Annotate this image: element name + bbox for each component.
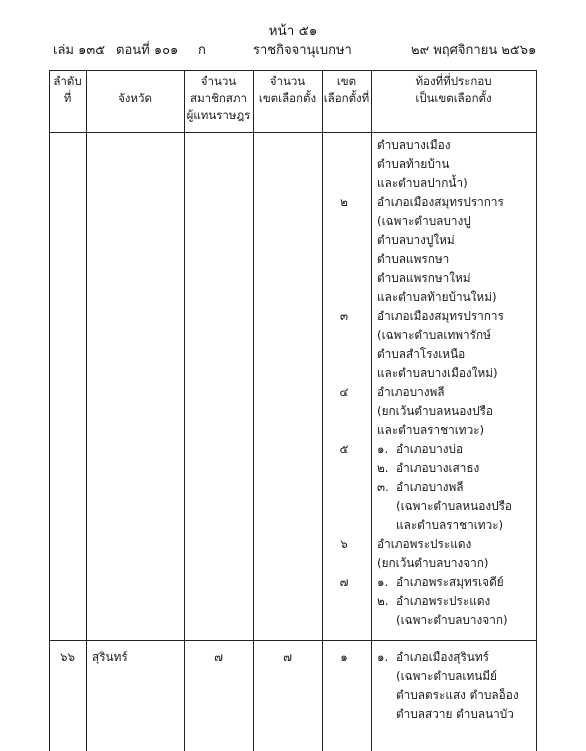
area-name: อำเภอเมืองสมุทรปราการ [377,195,504,209]
header-mp-count: จำนวน สมาชิกสภา ผู้แทนราษฎร [186,74,251,122]
area-text [377,573,504,592]
row-divider [49,640,536,641]
area-text [377,269,471,288]
area-name: อำเภอพระประแดง [396,594,491,608]
area-line [0,345,586,364]
area-line [0,686,586,705]
volume-label: เล่ม ๑๓๕ [53,43,106,58]
area-name: ตำบลแพรกษาใหม่ [377,271,471,285]
area-line [0,269,586,288]
area-line [0,648,586,667]
area-text [396,611,508,630]
area-line [0,705,586,724]
area-name: และตำบลราชาเทวะ) [396,518,504,532]
area-text [396,667,497,686]
header-divider [49,132,536,133]
area-name: (ยกเว้นตำบลบางจาก) [377,556,489,570]
area-name: ตำบลบางปูใหม่ [377,233,455,247]
area-name: (เฉพาะตำบลเทนมีย์ [396,669,497,683]
area-line [0,554,586,573]
district-number: ๒ [340,195,348,209]
area-line [0,573,586,592]
district-count: ๗ [283,650,292,664]
area-line [0,402,586,421]
area-line [0,459,586,478]
header-province: จังหวัด [118,91,152,105]
area-text [377,648,489,667]
area-name: ตำบลบางเมือง [377,138,451,152]
area-name: อำเภอบางเสาธง [396,461,480,475]
issue-label: ตอนที่ ๑๐๑ [116,43,179,58]
area-line [0,516,586,535]
district-number: ๔ [339,385,349,399]
item-number: ๒. [377,594,389,608]
area-name: อำเภอบางบ่อ [396,442,464,456]
area-text [377,364,498,383]
area-name: อำเภอบางพลี [396,480,464,494]
area-text [377,345,465,364]
area-text [377,250,449,269]
item-number: ๑. [377,650,389,664]
district-number: ๕ [339,442,349,456]
page-number: หน้า ๕๑ [268,23,318,39]
area-text [377,592,490,611]
area-name: อำเภอบางพลี [377,385,445,399]
area-line [0,288,586,307]
area-name: (ยกเว้นตำบลหนองปรือ [377,404,493,418]
area-line [0,155,586,174]
area-name: (เฉพาะตำบลบางจาก) [396,613,508,627]
area-line [0,174,586,193]
area-line [0,383,586,402]
area-name: อำเภอพระสมุทรเจดีย์ [396,575,504,589]
area-name: ตำบลสำโรงเหนือ [377,347,466,361]
district-number: ๗ [339,575,349,589]
area-line [0,592,586,611]
area-name: (เฉพาะตำบลบางปู [377,214,471,228]
area-line [0,231,586,250]
area-text [396,686,519,705]
area-line [0,193,586,212]
district-number: ๓ [339,309,349,323]
area-line [0,497,586,516]
area-name: (เฉพาะตำบลเทพารักษ์ [377,328,491,342]
area-line [0,364,586,383]
item-number: ๑. [377,442,389,456]
area-text [377,383,444,402]
district-number: ๖ [340,537,348,551]
area-text [377,193,504,212]
item-number: ๑. [377,575,389,589]
table-border-top [49,70,536,71]
area-name: และตำบลปากน้ำ) [377,176,468,190]
header-district-count: จำนวน เขตเลือกตั้ง [258,74,317,105]
area-text [396,705,514,724]
area-text [377,421,484,440]
area-line [0,307,586,326]
area-line [0,611,586,630]
area-text [377,136,451,155]
area-text [377,554,489,573]
area-text [377,326,491,345]
area-line [0,212,586,231]
area-text [377,440,463,459]
header-district-no: เขต เลือกตั้งที่ [323,74,370,105]
province-order: ๖๖ [60,650,75,664]
area-line [0,667,586,686]
publication-date: ๒๙ พฤศจิกายน ๒๕๖๑ [411,43,537,58]
area-text [377,231,455,250]
section-label: ก [198,43,206,58]
area-line [0,421,586,440]
area-text [377,288,497,307]
area-text [377,478,463,497]
area-name: และตำบลบางเมืองใหม่) [377,366,498,380]
area-name: ตำบลสวาย ตำบลนาบัว [396,707,514,721]
area-name: ตำบลตระแสง ตำบลอ็อง [396,688,519,702]
area-text [377,155,450,174]
district-number: ๑ [340,650,348,664]
area-name: อำเภอพระประแดง [377,537,472,551]
area-line [0,478,586,497]
area-text [377,212,471,231]
area-name: อำเภอเมืองสมุทรปราการ [377,309,504,323]
province-name: สุรินทร์ [92,650,128,664]
area-text [377,459,479,478]
item-number: ๓. [377,480,389,494]
area-name: ตำบลท้ายบ้าน [377,157,450,171]
area-text [377,535,471,554]
area-name: และตำบลราชาเทวะ) [377,423,485,437]
area-line [0,440,586,459]
area-line [0,136,586,155]
area-name: ตำบลแพรกษา [377,252,450,266]
header-order: ลำดับ ที่ [53,74,82,105]
header-areas: ท้องที่ที่ประกอบ เป็นเขตเลือกตั้ง [415,74,492,105]
item-number: ๒. [377,461,389,475]
area-text [377,402,493,421]
gazette-title: ราชกิจจานุเบกษา [253,43,352,58]
area-text [377,174,468,193]
area-line [0,326,586,345]
area-name: และตำบลท้ายบ้านใหม่) [377,290,497,304]
area-line [0,250,586,269]
area-text [396,497,512,516]
area-text [396,516,503,535]
area-line [0,535,586,554]
area-text [377,307,504,326]
area-name: (เฉพาะตำบลหนองปรือ [396,499,513,513]
mp-count: ๗ [214,650,223,664]
area-name: อำเภอเมืองสุรินทร์ [396,650,489,664]
